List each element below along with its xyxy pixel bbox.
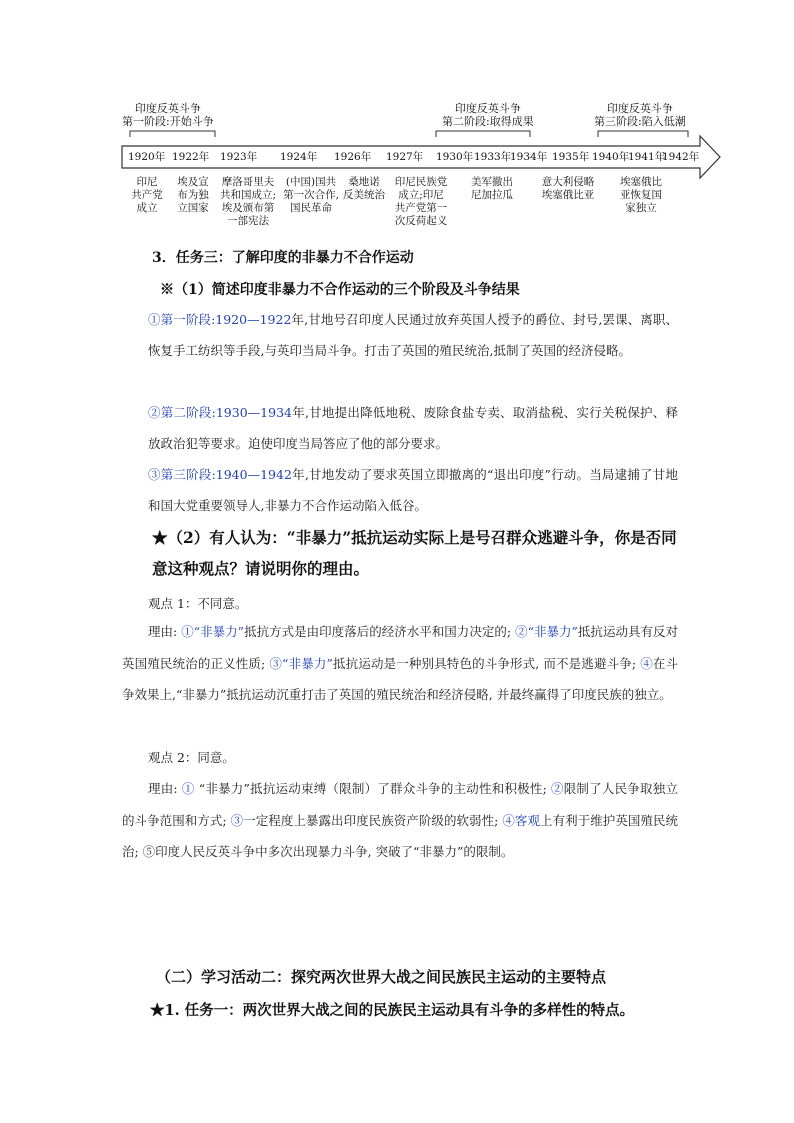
reason-1-a: ①“非暴力” [181, 624, 245, 639]
question-2: ★（2）有人认为：“非暴力”抵抗运动实际上是号召群众逃避斗争，你是否同意这种观点？请说明你的理由。 [152, 528, 677, 578]
stage-3-period: ③第三阶段:1940—1942 [148, 467, 292, 482]
event-1935: 意大利侵略 埃塞俄比亚 [541, 176, 595, 201]
task3-title: 3．任务三：了解印度的非暴力不合作运动 [152, 250, 414, 266]
stage-2-answer [148, 397, 678, 459]
reason-1 [122, 616, 678, 711]
reason-2-d: 限制了人民争取独立的斗争范围和方式; [122, 781, 678, 828]
reason-2 [122, 773, 678, 868]
event-1941: 埃塞俄比 亚恢复国 家独立 [620, 176, 662, 214]
reason-1-g: ④ [640, 655, 653, 671]
reason-2-g: ④客观 [502, 812, 541, 828]
reason-2-a: ① [181, 781, 195, 796]
event-1924: (中国)国共 第一次合作, 国民革命 [283, 176, 339, 214]
stage-1-answer [148, 304, 678, 366]
reason-2-h: 上有利于维护英国殖民统治; ⑤印度人民反英斗争中多次出现暴力斗争, 突破了“非暴力”的限制。 [122, 812, 679, 859]
event-1922: 埃及宣 布为独 立国家 [177, 176, 209, 214]
stage-2-period: ②第二阶段:1930—1934 [148, 405, 292, 420]
stage-1-label: 印度反英斗争 第一阶段:开始斗争 [122, 102, 214, 128]
event-1933: 美军撤出 尼加拉瓜 [471, 176, 513, 201]
year-label: 1924年 [280, 151, 318, 163]
activity-2-task-1: ★1. 任务一：两次世界大战之间的民族民主运动具有斗争的多样性的特点。 [150, 1002, 635, 1019]
timeline [120, 96, 722, 240]
year-label: 1930年 [436, 151, 474, 163]
stage-1-text: 年,甘地号召印度人民通过放弃英国人授予的爵位、封号,罢课、离职、恢复手工纺织等手段,与英印当局斗争。打击了英国的殖民统治,抵制了英国的经济侵略。 [148, 312, 678, 358]
activity-2-title: （二）学习活动二：探究两次世界大战之间民族民主运动的主要特点 [156, 968, 607, 986]
stage-2-text: 年,甘地提出降低地税、废除食盐专卖、取消盐税、实行关税保护、释放政治犯等要求。迫使印度当局答应了他的部分要求。 [148, 405, 678, 451]
stage-2-label: 印度反英斗争 第二阶段:取得成果 [442, 102, 534, 128]
stage3-brace [598, 131, 688, 137]
year-label: 1923年 [220, 151, 258, 163]
stage1-brace [130, 131, 215, 137]
year-label: 1926年 [334, 151, 372, 163]
year-label: 1922年 [172, 151, 210, 163]
year-label: 1935年 [552, 151, 590, 163]
year-label: 1942年 [662, 151, 700, 163]
year-label: 1941年 [628, 151, 666, 163]
reason-1-d: 抵抗运动具有反对英国殖民统治的正义性质; [122, 624, 679, 671]
year-label: 1933年 [474, 151, 512, 163]
reason-1-h: 在斗争效果上,“非暴力”抵抗运动沉重打击了英国的殖民统治和经济侵略, 并最终赢得了印度民族的独立。 [122, 655, 679, 702]
event-1927: 印尼民族党 成立;印尼 共产党第一 次反荷起义 [394, 176, 448, 227]
year-label: 1927年 [386, 151, 424, 163]
reason-2-e: ③ [230, 812, 244, 828]
event-1923: 摩洛哥里夫 共和国成立; 埃及颁布第 一部宪法 [219, 176, 277, 227]
reason-2-b: “非暴力”抵抗运动束缚（限制）了群众斗争的主动性和积极性; [194, 781, 551, 796]
reason-1-b: 抵抗方式是由印度落后的经济水平和国力决定的; [244, 624, 516, 639]
reason-2-c: ② [551, 781, 564, 796]
reason-1-c: ②“非暴力” [515, 624, 578, 639]
stage-3-label: 印度反英斗争 第三阶段:陷入低潮 [594, 102, 686, 128]
reason-1-f: 抵抗运动是一种别具特色的斗争形式, 而不是逃避斗争; [332, 655, 641, 671]
year-label: 1934年 [510, 151, 548, 163]
stage2-brace [436, 131, 530, 137]
question-1: ※（1）简述印度非暴力不合作运动的三个阶段及斗争结果 [160, 282, 520, 298]
event-1920: 印尼 共产党 成立 [131, 176, 163, 214]
reason-2-f: 一定程度上暴露出印度民族资产阶级的软弱性; [243, 812, 503, 828]
reason-1-e: ③“非暴力” [269, 655, 333, 671]
viewpoint-2: 观点 2：同意。 [148, 750, 235, 765]
year-label: 1940年 [592, 151, 630, 163]
stage-1-period: ①第一阶段:1920—1922 [148, 312, 292, 327]
viewpoint-1: 观点 1：不同意。 [148, 596, 248, 611]
reason-2-label: 理由: [148, 781, 182, 796]
stage-3-text: 年,甘地发动了要求英国立即撤离的“退出印度”行动。当局逮捕了甘地和国大党重要领导人,非暴力不合作运动陷入低谷。 [148, 467, 678, 513]
event-1926: 桑地诺 反美统治 [343, 176, 385, 201]
year-label: 1920年 [128, 151, 166, 163]
stage-3-answer [148, 459, 678, 521]
reason-1-label: 理由: [148, 624, 182, 639]
